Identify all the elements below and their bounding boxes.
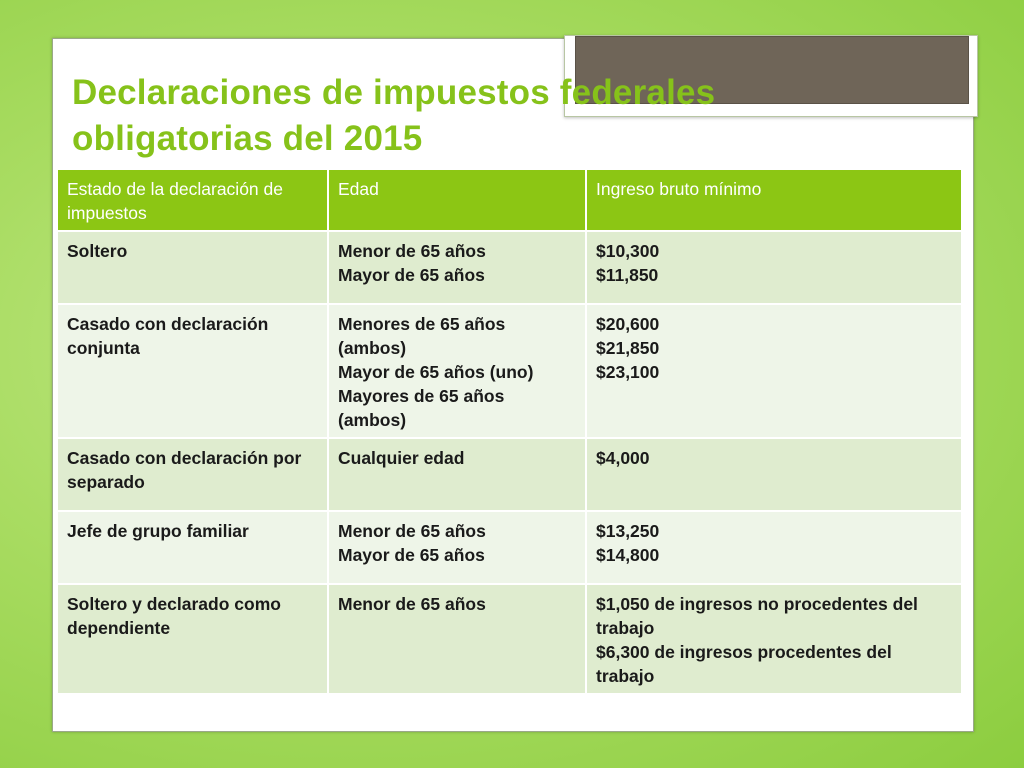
- cell-edad: [328, 231, 586, 304]
- header-edad: Edad: [328, 169, 586, 231]
- slide-title-line-2: obligatorias del 2015: [72, 119, 423, 158]
- table-row: [57, 511, 962, 584]
- cell-ingreso: [586, 584, 962, 694]
- cell-ingreso: [586, 511, 962, 584]
- cell-edad: [328, 511, 586, 584]
- cell-estado: Casado con declaración conjunta: [57, 304, 328, 438]
- table-row: [57, 231, 962, 304]
- cell-edad-line: Menor de 65 años: [338, 521, 486, 541]
- cell-estado: Soltero: [57, 231, 328, 304]
- cell-estado: Jefe de grupo familiar: [57, 511, 328, 584]
- cell-ingreso-line: $21,850: [596, 338, 660, 358]
- cell-edad-line: Mayores de 65 años (ambos): [338, 386, 505, 430]
- cell-ingreso-line: $11,850: [596, 265, 659, 285]
- tax-requirements-table: [56, 168, 963, 695]
- cell-edad-line: Mayor de 65 años: [338, 545, 485, 565]
- cell-ingreso-line: $4,000: [596, 448, 650, 468]
- cell-ingreso-line: $23,100: [596, 362, 660, 382]
- table-header-row: [57, 169, 962, 231]
- cell-edad-line: Cualquier edad: [338, 448, 465, 468]
- cell-edad-line: Mayor de 65 años (uno): [338, 362, 534, 382]
- header-estado: Estado de la declaración de impuestos: [57, 169, 328, 231]
- cell-edad: [328, 584, 586, 694]
- table-row: [57, 438, 962, 511]
- cell-ingreso: [586, 438, 962, 511]
- cell-edad: [328, 304, 586, 438]
- table-row: [57, 584, 962, 694]
- cell-ingreso: [586, 304, 962, 438]
- cell-estado: Casado con declaración por separado: [57, 438, 328, 511]
- cell-edad-line: Menores de 65 años (ambos): [338, 314, 506, 358]
- cell-edad-line: Mayor de 65 años: [338, 265, 485, 285]
- slide-title: [72, 70, 952, 162]
- cell-edad-line: Menor de 65 años: [338, 241, 486, 261]
- cell-estado: Soltero y declarado como dependiente: [57, 584, 328, 694]
- cell-ingreso-line: $13,250: [596, 521, 660, 541]
- header-ingreso: Ingreso bruto mínimo: [586, 169, 962, 231]
- cell-ingreso-line: $14,800: [596, 545, 660, 565]
- slide-title-line-1: Declaraciones de impuestos federales: [72, 73, 716, 112]
- cell-edad: [328, 438, 586, 511]
- cell-ingreso-line: $1,050 de ingresos no procedentes del trabajo: [596, 594, 918, 638]
- table-row: [57, 304, 962, 438]
- cell-ingreso-line: $20,600: [596, 314, 660, 334]
- cell-edad-line: Menor de 65 años: [338, 594, 486, 614]
- cell-ingreso-line: $10,300: [596, 241, 660, 261]
- cell-ingreso: [586, 231, 962, 304]
- cell-ingreso-line: $6,300 de ingresos procedentes del trabajo: [596, 642, 892, 686]
